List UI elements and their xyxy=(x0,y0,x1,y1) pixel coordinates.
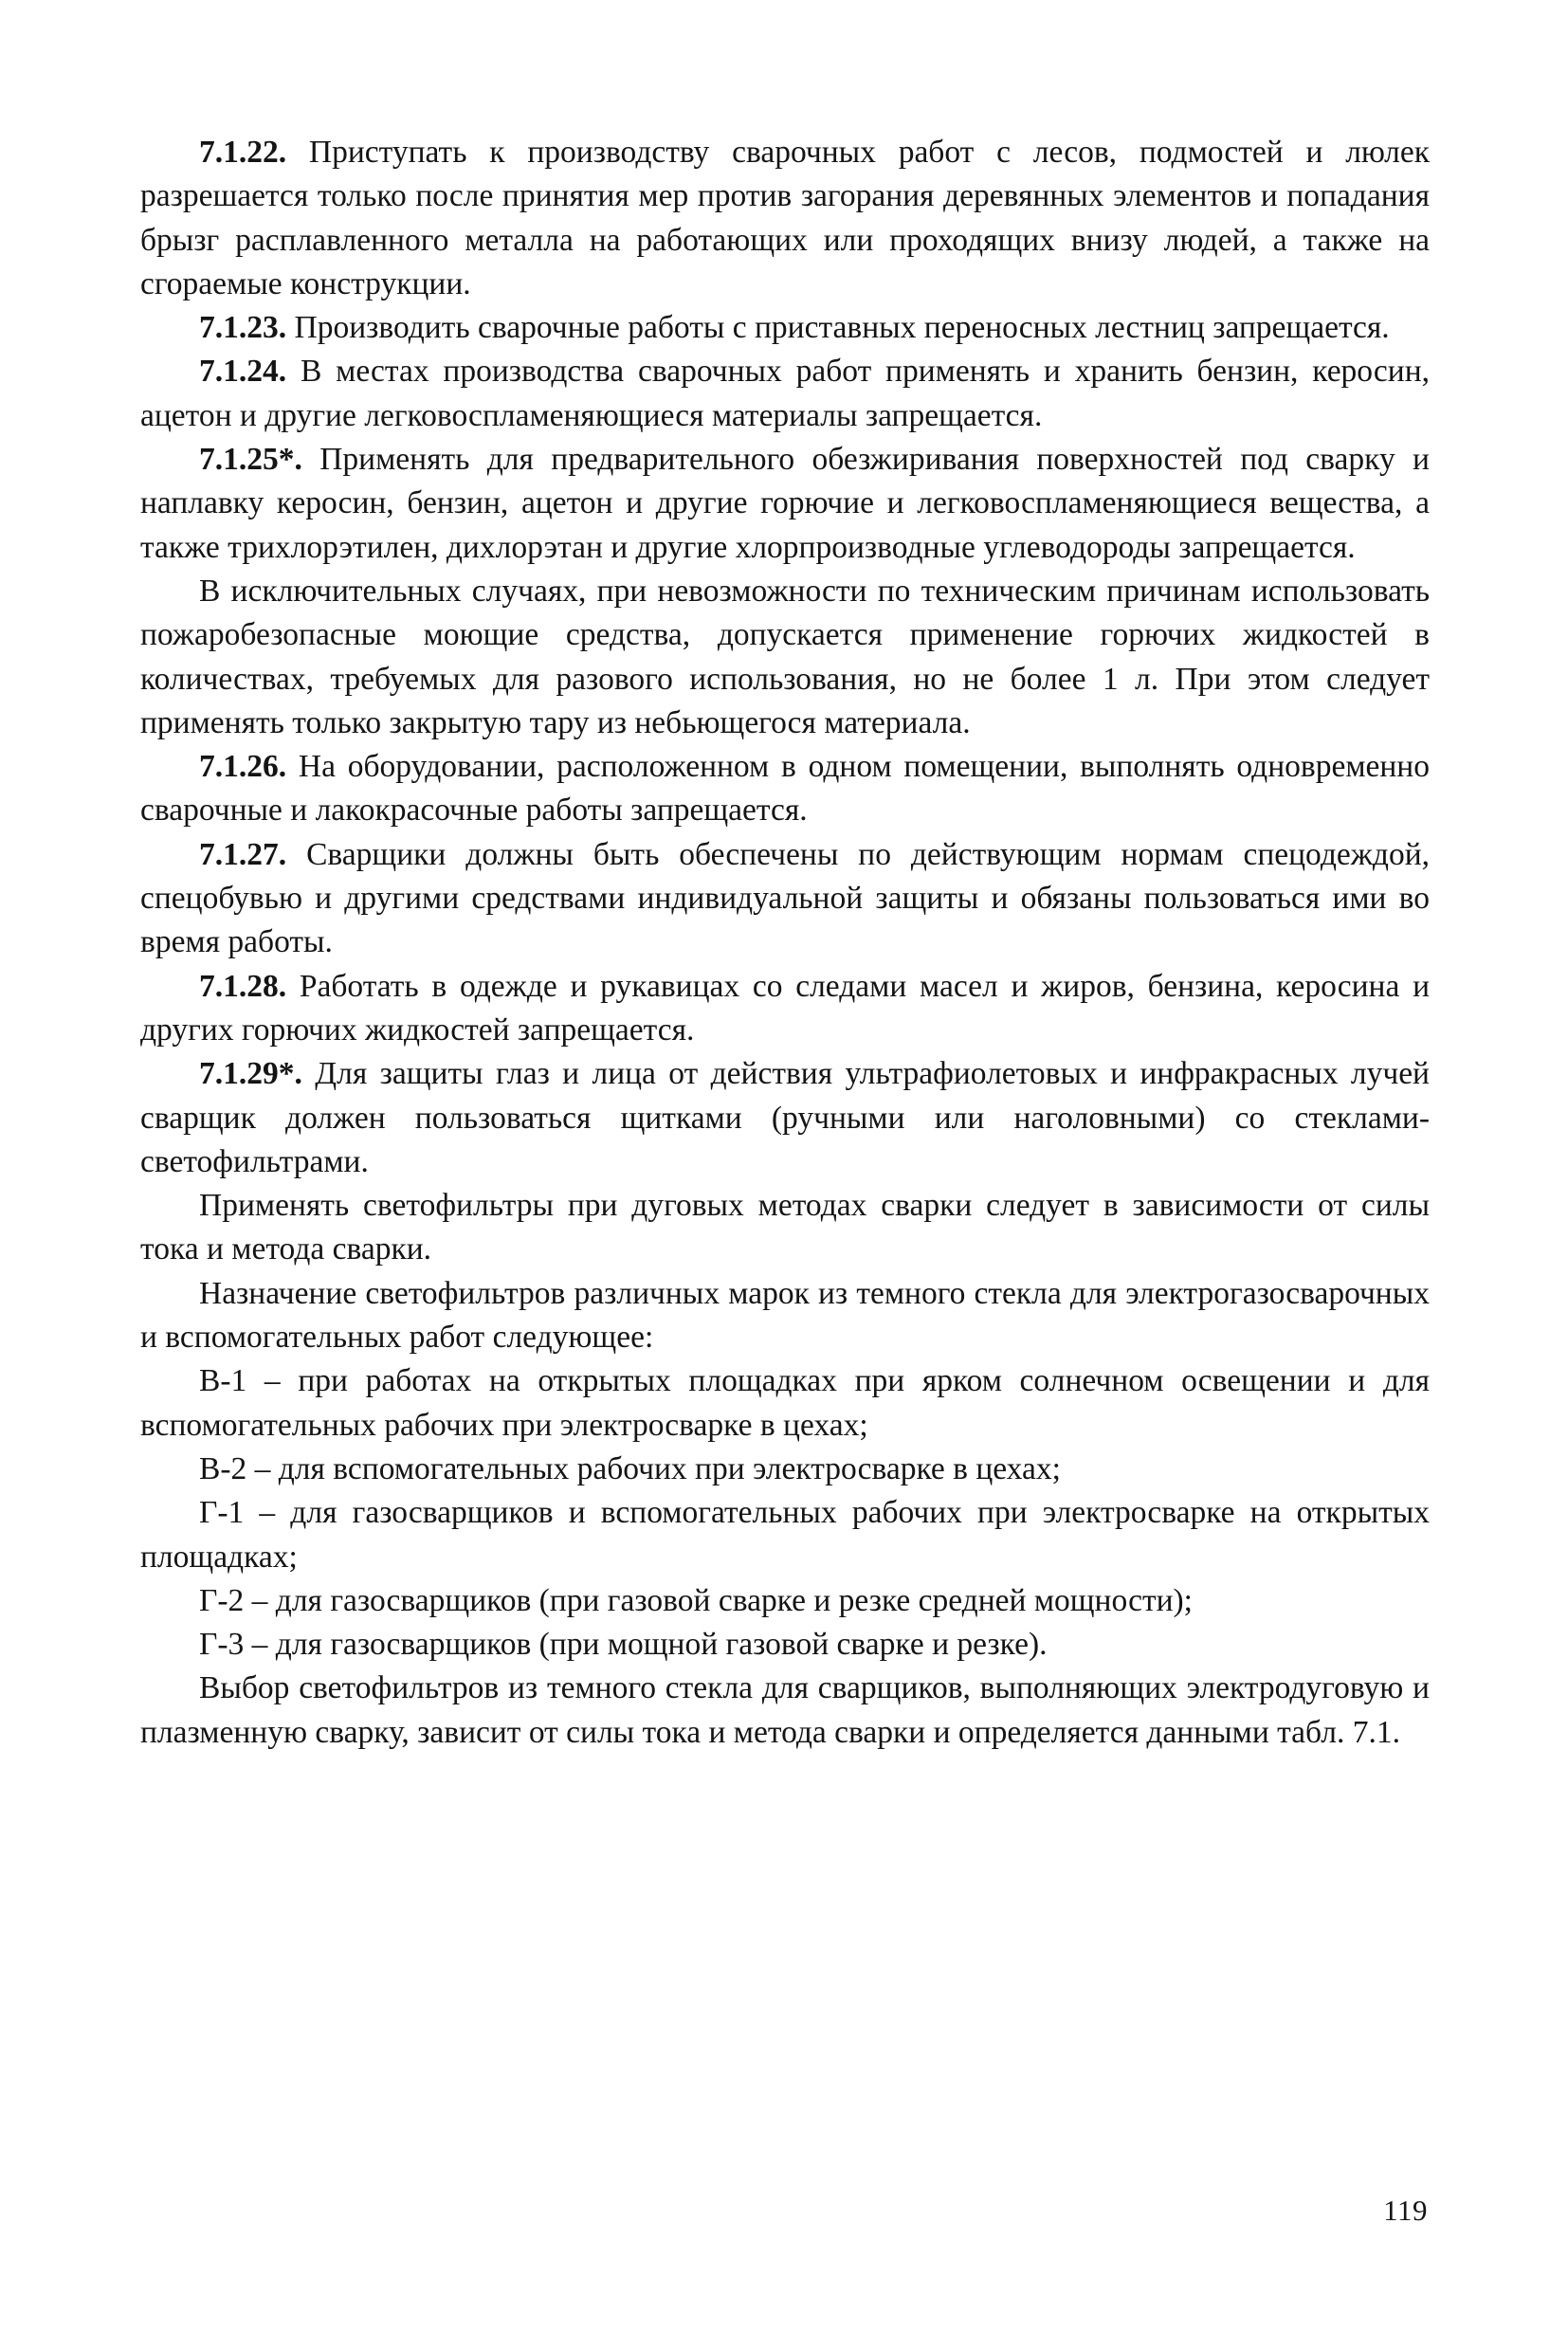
paragraph xyxy=(140,570,1430,745)
paragraph-text: Для защиты глаз и лица от действия ультрафиолетовых и инфракрасных лучей сварщик должен пользоваться щитками (ручными или наголовными) со стеклами-светофильтрами. xyxy=(140,1056,1430,1179)
paragraph-number: 7.1.27. xyxy=(199,836,287,872)
body-text-column xyxy=(140,131,1430,1755)
paragraph-text: Назначение светофильтров различных марок из темного стекла для электрогазосварочных и вспомогательных работ следующее: xyxy=(140,1275,1430,1356)
paragraph xyxy=(140,350,1430,438)
paragraph-text: Сварщики должны быть обеспечены по действующим нормам спецодеждой, спецобувью и другими средствами индивидуальной защиты и обязаны пользоваться ими во время работы. xyxy=(140,836,1430,960)
paragraph-number: 7.1.22. xyxy=(199,135,287,170)
paragraph xyxy=(140,965,1430,1053)
page-number: 119 xyxy=(1383,2194,1428,2227)
paragraph-text: Приступать к производству сварочных работ с лесов, подмостей и люлек разрешается только после принятия мер против загорания деревянных элементов и попадания брызг расплавленного металла на работающих или проходящих внизу людей, а также на сгораемые конструкции. xyxy=(140,135,1430,301)
paragraph xyxy=(140,1184,1430,1272)
paragraph-text: В исключительных случаях, при невозможности по техническим причинам использовать пожаробезопасные моющие средства, допускается применение горючих жидкостей в количествах, требуемых для разового использования, но не более 1 л. При этом следует применять только закрытую тару из небьющегося материала. xyxy=(140,573,1430,740)
paragraph-number: 7.1.26. xyxy=(199,749,287,785)
paragraph-text: В-2 – для вспомогательных рабочих при электросварке в цехах; xyxy=(199,1450,1061,1486)
paragraph-text: В местах производства сварочных работ применять и хранить бензин, керосин, ацетон и другие легковоспламеняющиеся материалы запрещается. xyxy=(140,354,1430,433)
paragraph xyxy=(140,438,1430,570)
paragraph-text: Применять для предварительного обезжиривания поверхностей под сварку и наплавку керосин, бензин, ацетон и другие горючие и легковоспламеняющиеся вещества, а также трихлорэтилен, дихлорэтан и другие хлорпроизводные углеводороды запрещается. xyxy=(140,442,1430,565)
paragraph-text: Применять светофильтры при дуговых методах сварки следует в зависимости от силы тока и метода сварки. xyxy=(140,1188,1430,1267)
paragraph-text: Работать в одежде и рукавицах со следами масел и жиров, бензина, керосина и других горючих жидкостей запрещается. xyxy=(140,968,1430,1048)
paragraph xyxy=(140,1272,1430,1360)
paragraph-text: Г-3 – для газосварщиков (при мощной газовой сварке и резке). xyxy=(199,1627,1048,1663)
paragraph xyxy=(140,745,1430,833)
paragraph-number: 7.1.25*. xyxy=(199,442,302,478)
paragraph-number: 7.1.23. xyxy=(199,310,287,346)
paragraph xyxy=(140,833,1430,965)
list-item xyxy=(140,1579,1430,1623)
list-item xyxy=(140,1491,1430,1579)
list-item xyxy=(140,1623,1430,1667)
paragraph xyxy=(140,131,1430,306)
paragraph xyxy=(140,1052,1430,1184)
paragraph-number: 7.1.24. xyxy=(199,354,287,390)
list-item xyxy=(140,1359,1430,1448)
paragraph xyxy=(140,1667,1430,1755)
paragraph-text: На оборудовании, расположенном в одном помещении, выполнять одновременно сварочные и лакокрасочные работы запрещается. xyxy=(140,749,1430,829)
paragraph-text: Выбор светофильтров из темного стекла для сварщиков, выполняющих электродуговую и плазменную сварку, зависит от силы тока и метода сварки и определяется данными табл. 7.1. xyxy=(140,1670,1430,1750)
paragraph-text: В-1 – при работах на открытых площадках при ярком солнечном освещении и для вспомогательных рабочих при электросварке в цехах; xyxy=(140,1363,1430,1443)
paragraph-text: Г-1 – для газосварщиков и вспомогательных рабочих при электросварке на открытых площадках; xyxy=(140,1495,1430,1575)
paragraph-text: Г-2 – для газосварщиков (при газовой сварке и резке средней мощности); xyxy=(199,1582,1193,1618)
paragraph xyxy=(140,306,1430,350)
paragraph-number: 7.1.29*. xyxy=(199,1056,302,1092)
paragraph-number: 7.1.28. xyxy=(199,968,287,1004)
list-item xyxy=(140,1448,1430,1491)
paragraph-text: Производить сварочные работы с приставных переносных лестниц запрещается. xyxy=(286,310,1390,346)
